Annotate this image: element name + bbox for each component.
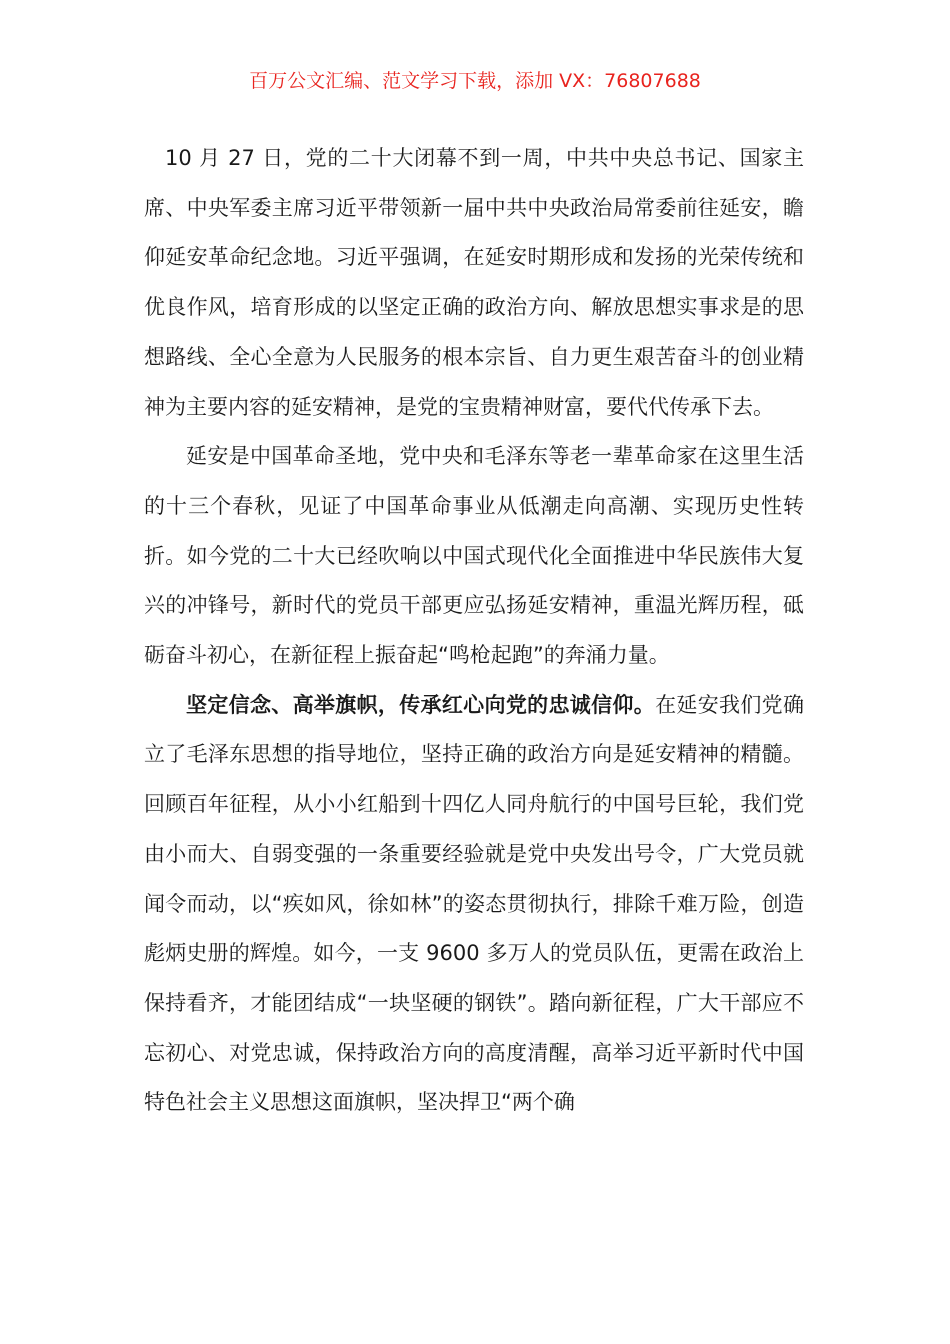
paragraph-1 <box>144 134 804 432</box>
paragraph-3-text: 在延安我们党确立了毛泽东思想的指导地位，坚持正确的政治方向是延安精神的精髓。回顾百年征程，从小小红船到十四亿人同舟航行的中国号巨轮，我们党由小而大、自弱变强的一条重要经验就是党中央发出号令，广大党员就闻令而动，以“疾如风，徐如林”的姿态贯彻执行，排除千难万险，创造彪炳史册的辉煌。如今，一支 9600 多万人的党员队伍，更需在政治上保持看齐，才能团结成“一块坚硬的钢铁”。踏向新征程，广大干部应不忘初心、对党忠诚，保持政治方向的高度清醒，高举习近平新时代中国特色社会主义思想这面旗帜，坚决捍卫“两个确 <box>144 692 805 1115</box>
paragraph-1-text: 10 月 27 日，党的二十大闭幕不到一周，中共中央总书记、国家主席、中央军委主席习近平带领新一届中共中央政治局常委前往延安，瞻仰延安革命纪念地。习近平强调，在延安时期形成和发扬的光荣传统和优良作风，培育形成的以坚定正确的政治方向、解放思想实事求是的思想路线、全心全意为人民服务的根本宗旨、自力更生艰苦奋斗的创业精神为主要内容的延安精神，是党的宝贵精神财富，要代代传承下去。 <box>144 146 804 419</box>
paragraph-3-lead: 坚定信念、高举旗帜，传承红心向党的忠诚信仰。 <box>186 692 656 717</box>
paragraph-2 <box>144 432 804 681</box>
paragraph-2-text: 延安是中国革命圣地，党中央和毛泽东等老一辈革命家在这里生活的十三个春秋，见证了中国革命事业从低潮走向高潮、实现历史性转折。如今党的二十大已经吹响以中国式现代化全面推进中华民族伟大复兴的冲锋号，新时代的党员干部更应弘扬延安精神，重温光辉历程，砥砺奋斗初心，在新征程上振奋起“鸣枪起跑”的奔涌力量。 <box>144 444 804 668</box>
paragraph-3 <box>144 681 804 1128</box>
article-body <box>144 134 804 1128</box>
promo-header: 百万公文汇编、范文学习下载，添加 VX：76807688 <box>249 70 701 92</box>
